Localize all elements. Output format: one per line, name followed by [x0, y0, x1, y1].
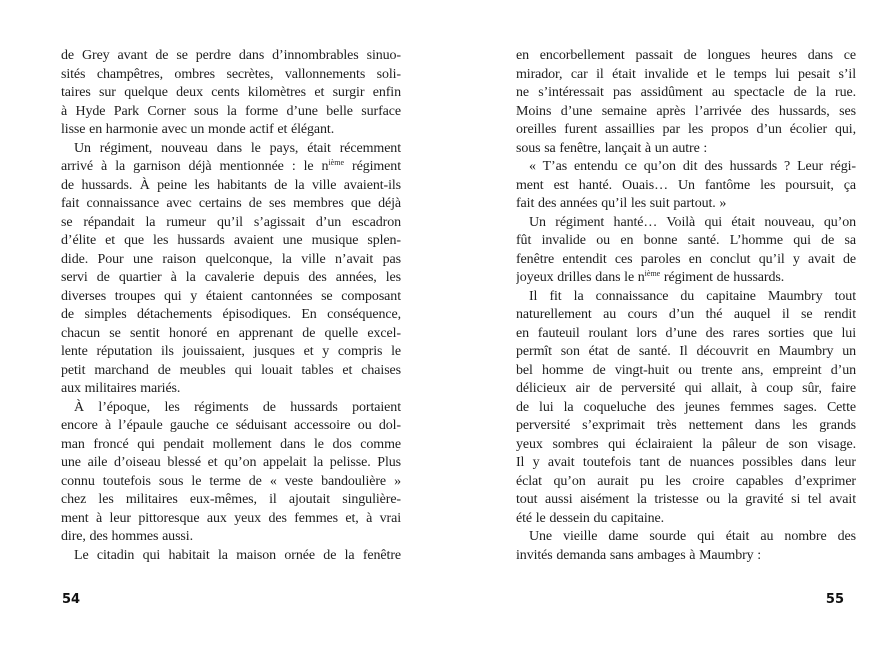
text-line: ne s’intéressait pas assidûment au spectacle de la rue. — [516, 85, 856, 100]
text-line: délicieux air de perversité qui allait, à coup sûr, faire — [516, 381, 856, 396]
text-line: de hussards. À peine les habitants de la ville avaient-ils — [61, 177, 401, 193]
text-line: tout aussi aisément la tristesse ou la gravité si tel avait — [516, 492, 856, 507]
text-line: dire, des hommes aussi. — [61, 529, 193, 544]
text-line: de simples détachements épisodiques. En conséquence, — [61, 307, 401, 322]
text-line: Un régiment hanté… Voilà qui était nouveau, qu’on — [529, 214, 856, 230]
text-line: lisse en harmonie avec un monde actif et élégant. — [61, 122, 335, 137]
text-line: perversité s’exprimait très nettement dans les grands — [516, 418, 856, 433]
text-line: sous sa fenêtre, lançait à un autre : — [516, 140, 708, 156]
text-line: aux militaires mariés. — [61, 381, 181, 396]
text-line: sités champêtres, ombres secrètes, vallonnements soli- — [61, 66, 401, 82]
text-line: « T’as entendu ce qu’on dit des hussards ? Leur régi- — [529, 159, 856, 174]
text-line: naturellement au cours d’un thé auquel il se rendit — [516, 307, 856, 322]
text-line: en fauteuil roulant lors d’une des rares sorties que lui — [516, 325, 856, 341]
ordinal-superscript: ième — [644, 269, 661, 278]
text-line: chacun se sentit honoré en apprenant de quelle excel- — [61, 325, 401, 341]
text-line: diverses troupes qui y étaient cantonnées se composant — [61, 288, 401, 304]
text-line: encore à l’épaule gauche ce séduisant accessoire ou dol- — [61, 418, 401, 433]
text-line: fait des années qu’il les suit partout. » — [516, 196, 727, 211]
text-line: permît son état de santé. Il découvrit en Maumbry un — [516, 344, 856, 359]
text-line: yeux sombres qui éclairaient la pâleur de son visage. — [516, 436, 856, 452]
text-line: petit marchand de meubles qui louait tables et chaises — [61, 362, 401, 378]
text-line: en encorbellement passait de longues heures dans ce — [516, 48, 856, 63]
text-line: Une vieille dame sourde qui était au nombre des — [529, 529, 856, 544]
text-line: une aile d’oiseau blessé et qu’on appelait la pelisse. Plus — [61, 455, 401, 470]
left-page-text — [61, 47, 401, 565]
text-line: Moins d’une semaine après l’arrivée des hussards, ses — [516, 103, 856, 119]
text-line: dide. Pour une raison quelconque, la ville n’avait pas — [61, 251, 401, 267]
text-line: Il y avait toutefois tant de nuances possibles dans leur — [516, 455, 856, 470]
text-line: bel homme de vingt-huit ou trente ans, empreint d’un — [516, 362, 856, 378]
text-line: fait connaissance avec certains de ses membres que déjà — [61, 196, 401, 211]
text-line: à Hyde Park Corner sous la forme d’une belle surface — [61, 103, 401, 119]
text-segment: régiment — [344, 159, 401, 174]
right-page-text — [516, 47, 856, 565]
text-line: man froncé qui pendait mollement dans le dos comme — [61, 436, 401, 452]
text-line: de lui la coqueluche des jeunes femmes sages. Cette — [516, 399, 856, 415]
page-number-right: 55 — [825, 592, 844, 607]
text-line: d’élite et que les hussards avaient une musique splen- — [61, 233, 401, 248]
text-segment: arrivé à la garnison déjà mentionnée : le n — [61, 159, 329, 174]
page-number-left: 54 — [62, 592, 81, 607]
text-line: chez les militaires eux-mêmes, il ajoutait singulière- — [61, 492, 401, 507]
text-line: ment est hanté. Ouais… Un fantôme les poursuit, ça — [516, 177, 856, 193]
text-line: lente réputation ils jouissaient, jusques et y compris le — [61, 344, 401, 359]
text-line: À l’époque, les régiments de hussards portaient — [74, 399, 401, 415]
text-line: oreilles furent assaillies par les propos d’un écolier qui, — [516, 122, 856, 137]
text-line: de Grey avant de se perdre dans d’innombrables sinuo- — [61, 48, 401, 63]
text-line: ment à leur pittoresque aux yeux des femmes et, à vrai — [61, 510, 401, 526]
text-line: servi de quartier à la cavalerie depuis des années, les — [61, 270, 401, 285]
text-segment: joyeux drilles dans le n — [516, 270, 645, 285]
text-line: éclat qu’on aurait pu les croire capables d’exprimer — [516, 473, 856, 489]
text-line: Le citadin qui habitait la maison ornée de la fenêtre — [74, 547, 401, 563]
text-line: se répandait la rumeur qu’il s’agissait d’un escadron — [61, 214, 401, 230]
text-line: connu toutefois sous le terme de « veste bandoulière » — [61, 473, 401, 489]
text-line: invités demanda sans ambages à Maumbry : — [516, 547, 762, 563]
ordinal-superscript: ième — [328, 158, 344, 167]
text-segment: régiment de hussards. — [660, 270, 785, 285]
text-line — [516, 269, 856, 288]
text-line: Un régiment, nouveau dans le pays, était récemment — [74, 140, 401, 156]
text-line: fût invalide ou en bonne santé. L’homme qui de sa — [516, 233, 856, 248]
text-line: fenêtre entendit ces paroles en conclut qu’il y avait de — [516, 251, 856, 267]
text-line: été le dessein du capitaine. — [516, 510, 665, 526]
text-line: mirador, car il était invalide et le temps lui pesait s’il — [516, 66, 856, 82]
text-line — [61, 158, 401, 177]
text-line: Il fit la connaissance du capitaine Maumbry tout — [529, 288, 856, 304]
text-line: taires sur quelque deux cents kilomètres et surgir enfin — [61, 85, 401, 100]
